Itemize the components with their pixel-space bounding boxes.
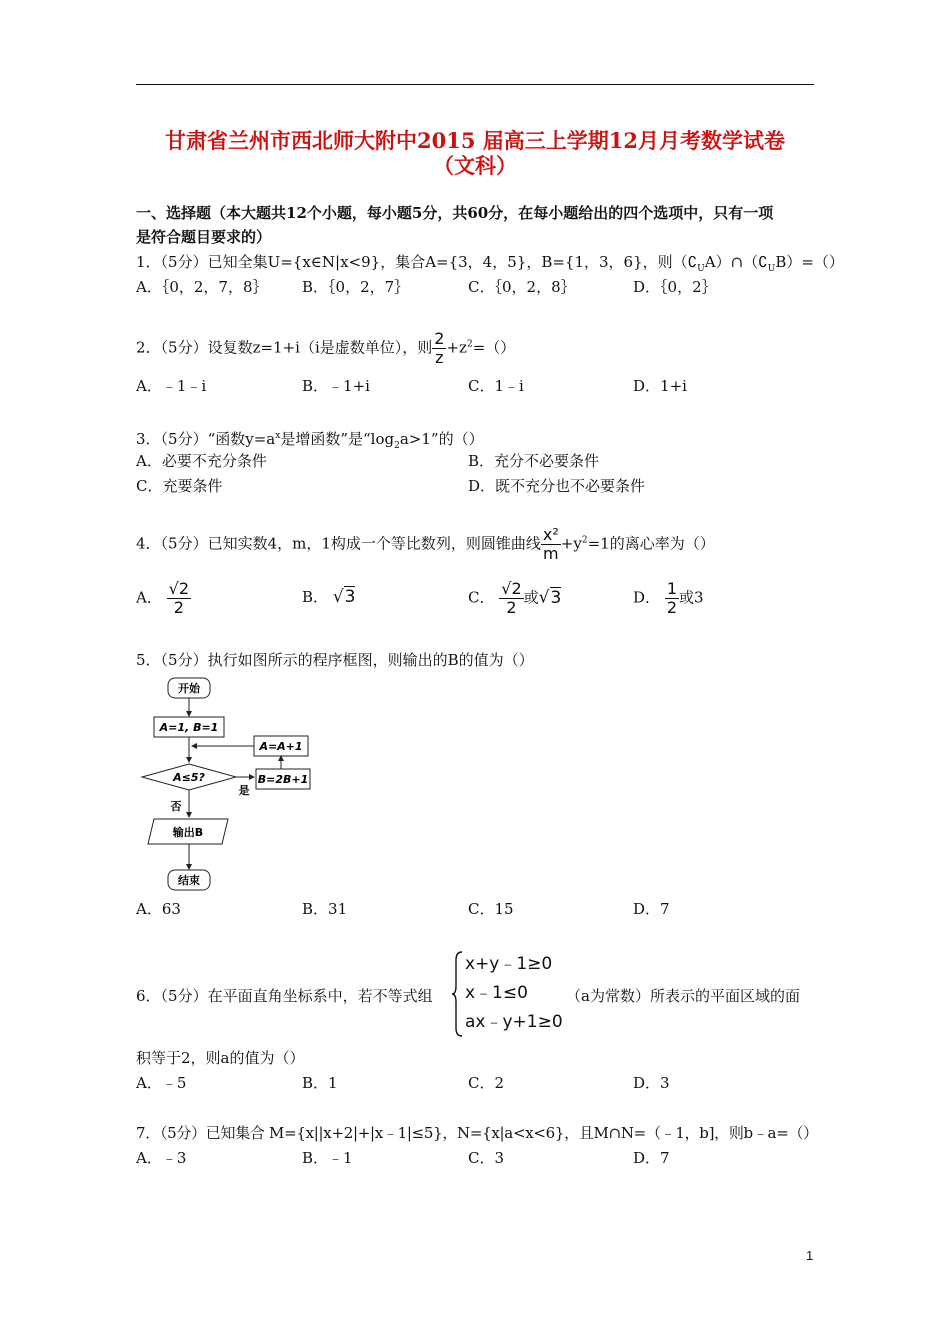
q6-option-a: A．﹣5	[136, 1074, 187, 1092]
flow-init-label: A=1, B=1	[159, 721, 219, 734]
q4-option-b: B． √3	[302, 587, 356, 607]
q7-option-c: C．3	[468, 1149, 505, 1167]
q2-option-a: A．﹣1﹣i	[136, 377, 207, 395]
q2-option-d: D．1+i	[633, 377, 687, 395]
q6-option-b: B．1	[302, 1074, 338, 1092]
paper-subtitle: （文科）	[433, 153, 517, 178]
inequality-2: x﹣1≤0	[465, 983, 528, 1003]
paper-title: 甘肃省兰州市西北师大附中2015 届高三上学期12月月考数学试卷	[165, 128, 785, 153]
flow-body-label: B=2B+1	[257, 773, 309, 786]
flow-increment-label: A=A+1	[259, 740, 303, 753]
q4-option-d: D． $\frac{1}{2}$ 或3	[633, 579, 704, 617]
inequality-system	[465, 950, 563, 1037]
inequality-3: ax﹣y+1≥0	[465, 1012, 563, 1032]
q2-fraction: $\frac{2}{z}$	[434, 329, 445, 367]
question-2-stem: 2．（5分）设复数z=1+i（i是虚数单位），则 $\frac{2}{z}$ $+z^2=()$	[136, 329, 516, 367]
q7-option-d: D．7	[633, 1149, 670, 1167]
flow-no-label: 否	[170, 800, 182, 813]
flow-condition-label: A≤5?	[173, 771, 205, 784]
q5-option-b: B．31	[302, 900, 348, 918]
q3-option-a: A．必要不充分条件	[136, 452, 267, 470]
q3-option-c: C．充要条件	[136, 477, 223, 495]
q4-option-a: A． $\frac{√2}{2}$	[136, 579, 189, 617]
program-flowchart	[136, 676, 316, 896]
page-number: 1	[806, 1248, 814, 1263]
q4-option-c: C． $\frac{√2}{2}$ 或√3	[468, 579, 562, 617]
inequality-1: x+y﹣1≥0	[465, 954, 553, 974]
question-7-stem: 7．（5分）已知集合 M={x||x+2|+|x﹣1|≤5}，N={x|a<x<6}，且M∩N=（﹣1，b]，则b﹣a=（）	[136, 1124, 818, 1142]
header-rule	[136, 84, 814, 85]
q1-option-c: C．｛0，2，8｝	[468, 278, 576, 296]
q7-option-a: A．﹣3	[136, 1149, 187, 1167]
q2-option-b: B．﹣1+i	[302, 377, 370, 395]
q5-option-c: C．15	[468, 900, 514, 918]
question-6-stem-cont: （a为常数）所表示的平面区域的面	[566, 987, 800, 1005]
question-4-stem: 4．（5分）已知实数4，m，1构成一个等比数列，则圆锥曲线 $\frac{\text{x²}}{m}$ $+y^2=1$的离心率为（）	[136, 525, 715, 563]
q6-option-c: C．2	[468, 1074, 505, 1092]
flow-end-label: 结束	[178, 874, 200, 887]
q3-option-b: B．充分不必要条件	[468, 452, 600, 470]
q2-option-c: C．1﹣i	[468, 377, 524, 395]
q6-option-d: D．3	[633, 1074, 670, 1092]
question-5-stem: 5．（5分）执行如图所示的程序框图，则输出的B的值为（）	[136, 651, 534, 669]
q5-option-a: A．63	[136, 900, 181, 918]
question-1-stem: 1．（5分）已知全集U={x∈N|x<9}，集合A={3，4，5}，B={1，3，6}，则$(∁_UA)\cap(∁_UB)=()$	[136, 253, 844, 274]
q1-option-d: D．｛0，2｝	[633, 278, 717, 296]
question-6-stem-line2: 积等于2，则a的值为（）	[136, 1049, 305, 1067]
flow-start-label: 开始	[178, 682, 200, 695]
question-3-stem: 3．（5分）“函数$y=a^x$是增函数”是“$\log_2a>1$”的（）	[136, 430, 484, 451]
q1-option-b: B．｛0，2，7｝	[302, 278, 410, 296]
q7-option-b: B．﹣1	[302, 1149, 353, 1167]
question-6-stem: 6．（5分）在平面直角坐标系中，若不等式组	[136, 987, 433, 1005]
flow-output-label: 输出B	[172, 826, 204, 839]
brace-icon	[452, 950, 464, 1038]
q1-option-a: A．｛0，2，7，8｝	[136, 278, 268, 296]
q3-option-d: D．既不充分也不必要条件	[468, 477, 646, 495]
q4-fraction: $\frac{\text{x²}}{m}$	[542, 525, 559, 563]
section-heading: 一、选择题（本大题共12个小题，每小题5分，共60分，在每小题给出的四个选项中，只有一项 是符合题目要求的）	[136, 204, 774, 246]
flow-yes-label: 是	[238, 784, 250, 797]
q5-option-d: D．7	[633, 900, 670, 918]
